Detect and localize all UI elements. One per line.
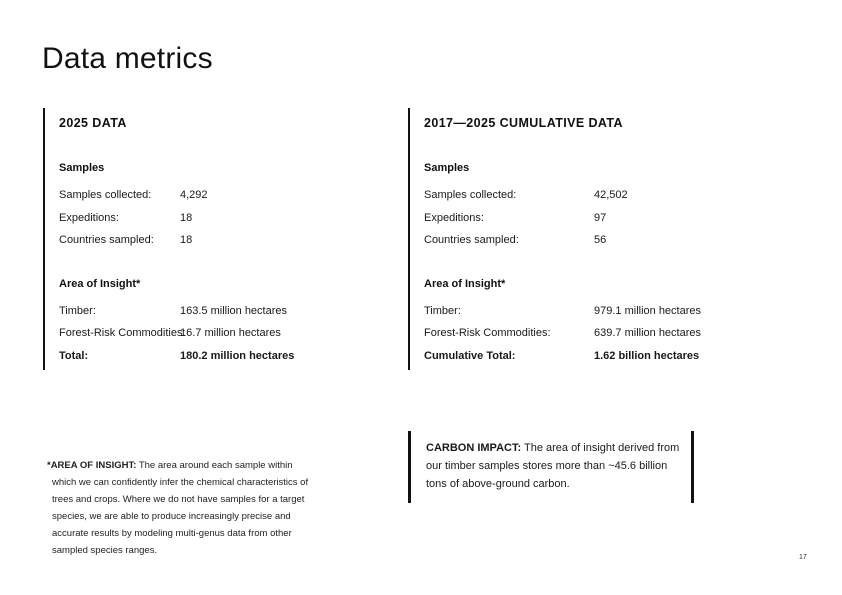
samples-section (59, 161, 377, 252)
row-label: Forest-Risk Commodities: (424, 327, 551, 340)
footnote-lead: *AREA OF INSIGHT: (47, 460, 137, 471)
column-header: 2025 DATA (59, 116, 127, 130)
row-label: Samples collected: (424, 189, 517, 201)
row-value: 16.7 million hectares (180, 327, 281, 340)
table-row (59, 184, 377, 207)
callout-text: The area of insight derived from our timber samples stores more than ~45.6 billion tons of above-ground carbon. (426, 442, 680, 490)
data-column-2025 (43, 108, 377, 370)
section-title: Area of Insight* (424, 277, 506, 290)
area-of-insight-footnote (47, 457, 318, 559)
row-label: Forest-Risk Commodities: (59, 327, 186, 340)
row-value: 163.5 million hectares (180, 304, 288, 317)
table-row (424, 322, 742, 345)
row-label: Countries sampled: (424, 234, 519, 247)
section-rows (424, 300, 742, 368)
table-row (424, 300, 742, 323)
row-label: Samples collected: (59, 189, 152, 201)
row-value: 639.7 million hectares (594, 327, 702, 340)
row-value: 97 (594, 211, 607, 224)
row-value: 18 (180, 234, 193, 247)
row-value: 18 (180, 211, 193, 224)
section-rows (59, 300, 377, 368)
row-label: Countries sampled: (59, 234, 154, 247)
table-row-total (424, 345, 742, 368)
table-row (59, 322, 377, 345)
row-value: 1.62 billion hectares (594, 349, 700, 362)
row-value: 4,292 (180, 189, 208, 201)
page-number: 17 (799, 554, 807, 561)
callout-lead: CARBON IMPACT: (426, 442, 522, 454)
row-value: 979.1 million hectares (594, 304, 702, 317)
row-label: Timber: (424, 304, 461, 317)
table-row (424, 229, 742, 252)
row-value: 56 (594, 234, 607, 247)
table-row (424, 207, 742, 230)
row-label: Total: (59, 349, 89, 362)
section-title: Samples (424, 162, 470, 174)
area-of-insight-section (59, 277, 377, 368)
table-row (59, 207, 377, 230)
row-label: Cumulative Total: (424, 349, 516, 362)
page-title: Data metrics (42, 42, 213, 75)
section-title: Area of Insight* (59, 277, 141, 290)
section-rows (424, 184, 742, 252)
carbon-impact-callout (408, 431, 694, 503)
row-value: 180.2 million hectares (180, 349, 295, 362)
table-row (59, 300, 377, 323)
table-row-total (59, 345, 377, 368)
section-title: Samples (59, 162, 105, 174)
row-label: Expeditions: (59, 211, 119, 224)
samples-section (424, 161, 742, 252)
row-value: 42,502 (594, 189, 628, 201)
row-label: Timber: (59, 304, 96, 317)
footnote-text: The area around each sample within which we can confidently infer the chemical characteristics of trees and crops. Where we do not have samples for a target species, we are able to produce increasingly precise and accurate results by modeling multi-genus data from other sampled species ranges. (52, 460, 309, 556)
table-row (424, 184, 742, 207)
column-header: 2017—2025 CUMULATIVE DATA (424, 116, 623, 130)
area-of-insight-section (424, 277, 742, 368)
table-row (59, 229, 377, 252)
row-label: Expeditions: (424, 211, 484, 224)
data-column-cumulative (408, 108, 742, 370)
section-rows (59, 184, 377, 252)
